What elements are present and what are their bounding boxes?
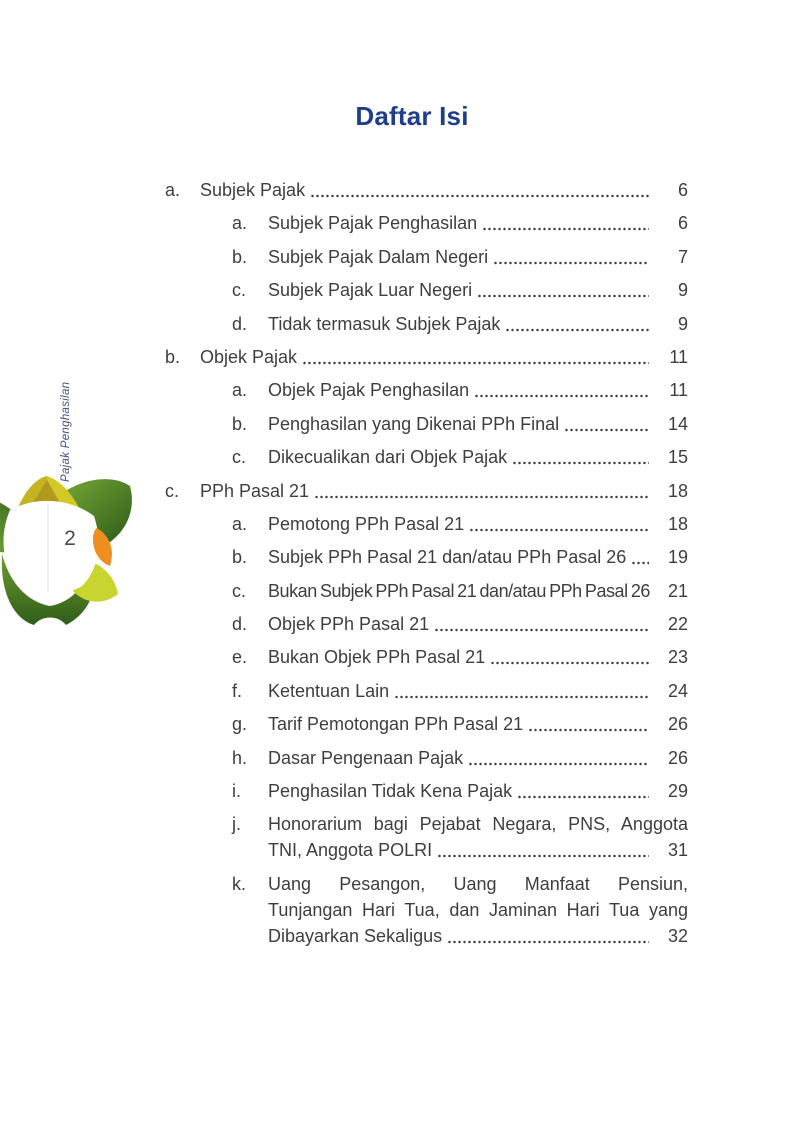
- toc-page-number: 9: [677, 280, 688, 301]
- toc-label: Subjek PPh Pasal 21 dan/atau PPh Pasal 26: [268, 547, 627, 568]
- toc-label: Tidak termasuk Subjek Pajak: [268, 313, 501, 334]
- toc-item-row: [165, 811, 688, 863]
- toc-marker: c.: [165, 480, 180, 501]
- toc-label: Subjek Pajak Penghasilan: [268, 213, 478, 234]
- toc-marker: b.: [232, 547, 248, 568]
- dot-leader: [505, 311, 649, 337]
- toc-label-line: TNI, Anggota POLRI: [268, 840, 433, 861]
- toc-item-row: [165, 778, 688, 804]
- toc-label-line: Uang Pesangon, Uang Manfaat Pensiun,: [268, 873, 688, 894]
- toc-item-row: [165, 745, 688, 771]
- dot-leader: [474, 377, 649, 403]
- toc-item-row: [165, 210, 688, 236]
- toc-marker: c.: [232, 580, 247, 601]
- toc-label: Tarif Pemotongan PPh Pasal 21: [268, 714, 524, 735]
- toc-label-line: Tunjangan Hari Tua, dan Jaminan Hari Tua yang: [268, 899, 688, 920]
- dot-leader: [394, 678, 649, 704]
- toc-label: Bukan Objek PPh Pasal 21: [268, 647, 486, 668]
- dot-leader: [469, 511, 649, 537]
- toc-marker: b.: [232, 413, 248, 434]
- toc-item-row: [165, 311, 688, 337]
- toc-page-number: 18: [667, 480, 688, 501]
- toc-item-row: [165, 578, 688, 604]
- toc-page-number: 19: [667, 547, 688, 568]
- page-number: 2: [64, 527, 76, 550]
- toc-item-row: [165, 544, 688, 570]
- toc-label: Subjek Pajak Dalam Negeri: [268, 246, 489, 267]
- dot-leader: [512, 444, 649, 470]
- toc-marker: d.: [232, 614, 248, 635]
- toc-item-row: [165, 377, 688, 403]
- toc-marker: e.: [232, 647, 248, 668]
- toc-label: Dasar Pengenaan Pajak: [268, 747, 464, 768]
- toc-marker: c.: [232, 280, 247, 301]
- toc-item-row: [165, 678, 688, 704]
- toc-marker: b.: [165, 346, 181, 367]
- toc-page-number: 32: [667, 925, 688, 946]
- toc-marker: c.: [232, 447, 247, 468]
- toc-item-row: [165, 644, 688, 670]
- dot-leader: [482, 210, 649, 236]
- sidebar-book-title: Pajak Penghasilan: [60, 381, 72, 482]
- dot-leader: [477, 277, 649, 303]
- toc-section-row: [165, 177, 688, 203]
- toc-marker: a.: [165, 180, 181, 200]
- dot-leader: [434, 611, 649, 637]
- toc-label: Objek Pajak: [200, 346, 298, 367]
- dot-leader: [490, 644, 649, 670]
- toc-item-row: [165, 611, 688, 637]
- toc-item-row: [165, 871, 688, 949]
- toc-page-number: 6: [677, 180, 688, 200]
- toc-item-row: [165, 244, 688, 270]
- toc-page-number: 21: [667, 580, 688, 601]
- toc-marker: i.: [232, 781, 241, 802]
- dot-leader: [564, 411, 649, 437]
- toc-page-number: 14: [667, 413, 688, 434]
- toc-label: Ketentuan Lain: [268, 680, 390, 701]
- toc-marker: g.: [232, 714, 248, 735]
- toc-label: Subjek Pajak: [200, 180, 306, 200]
- table-of-contents: [165, 177, 688, 956]
- toc-label: Objek PPh Pasal 21: [268, 614, 430, 635]
- toc-page-number: 7: [677, 246, 688, 267]
- toc-page-number: 11: [669, 346, 688, 367]
- toc-marker: h.: [232, 747, 248, 768]
- toc-label: Dikecualikan dari Objek Pajak: [268, 447, 508, 468]
- toc-label: Penghasilan yang Dikenai PPh Final: [268, 413, 560, 434]
- toc-page-number: 29: [667, 781, 688, 802]
- toc-label-multiline: [268, 811, 688, 863]
- toc-item-row: [165, 711, 688, 737]
- toc-marker: b.: [232, 246, 248, 267]
- toc-page-number: 23: [667, 647, 688, 668]
- logo-white-center: [4, 501, 99, 594]
- toc-marker: f.: [232, 680, 243, 701]
- toc-marker: a.: [232, 380, 248, 401]
- toc-page-number: 9: [677, 313, 688, 334]
- toc-label: Pemotong PPh Pasal 21: [268, 513, 465, 534]
- toc-page-number: 15: [667, 447, 688, 468]
- toc-label: PPh Pasal 21: [200, 480, 310, 501]
- toc-page-number: 11: [669, 380, 688, 401]
- dot-leader: [310, 177, 649, 203]
- toc-marker: a.: [232, 513, 248, 534]
- toc-item-row: [165, 511, 688, 537]
- toc-marker: j.: [232, 814, 241, 835]
- toc-page-number: 26: [667, 747, 688, 768]
- toc-label: Penghasilan Tidak Kena Pajak: [268, 781, 513, 802]
- toc-page-number: 6: [677, 213, 688, 234]
- toc-page-number: 31: [667, 840, 688, 861]
- toc-label: Subjek Pajak Luar Negeri: [268, 280, 473, 301]
- dot-leader: [528, 711, 649, 737]
- dot-leader: [447, 923, 649, 949]
- toc-page-number: 18: [667, 513, 688, 534]
- toc-item-row: [165, 444, 688, 470]
- toc-section-row: [165, 344, 688, 370]
- toc-label-line: Honorarium bagi Pejabat Negara, PNS, Anggota: [268, 814, 688, 835]
- toc-marker: d.: [232, 313, 248, 334]
- toc-page-number: 26: [667, 714, 688, 735]
- toc-page-number: 24: [667, 680, 688, 701]
- dot-leader: [652, 578, 653, 604]
- dot-leader: [468, 745, 649, 771]
- dot-leader: [314, 478, 649, 504]
- dot-leader: [631, 544, 649, 570]
- page-title: Daftar Isi: [355, 101, 469, 131]
- toc-label: Bukan Subjek PPh Pasal 21 dan/atau PPh Pasal 26: [268, 580, 650, 601]
- publisher-star-logo: [0, 474, 140, 628]
- toc-page-number: 22: [667, 614, 688, 635]
- toc-section-row: [165, 478, 688, 504]
- dot-leader: [302, 344, 649, 370]
- toc-label-multiline: [268, 871, 688, 949]
- toc-marker: k.: [232, 873, 247, 894]
- toc-marker: a.: [232, 213, 248, 234]
- dot-leader: [517, 778, 649, 804]
- toc-label: Objek Pajak Penghasilan: [268, 380, 470, 401]
- dot-leader: [493, 244, 649, 270]
- dot-leader: [437, 837, 649, 863]
- toc-label-line: Dibayarkan Sekaligus: [268, 925, 443, 946]
- toc-item-row: [165, 277, 688, 303]
- toc-item-row: [165, 411, 688, 437]
